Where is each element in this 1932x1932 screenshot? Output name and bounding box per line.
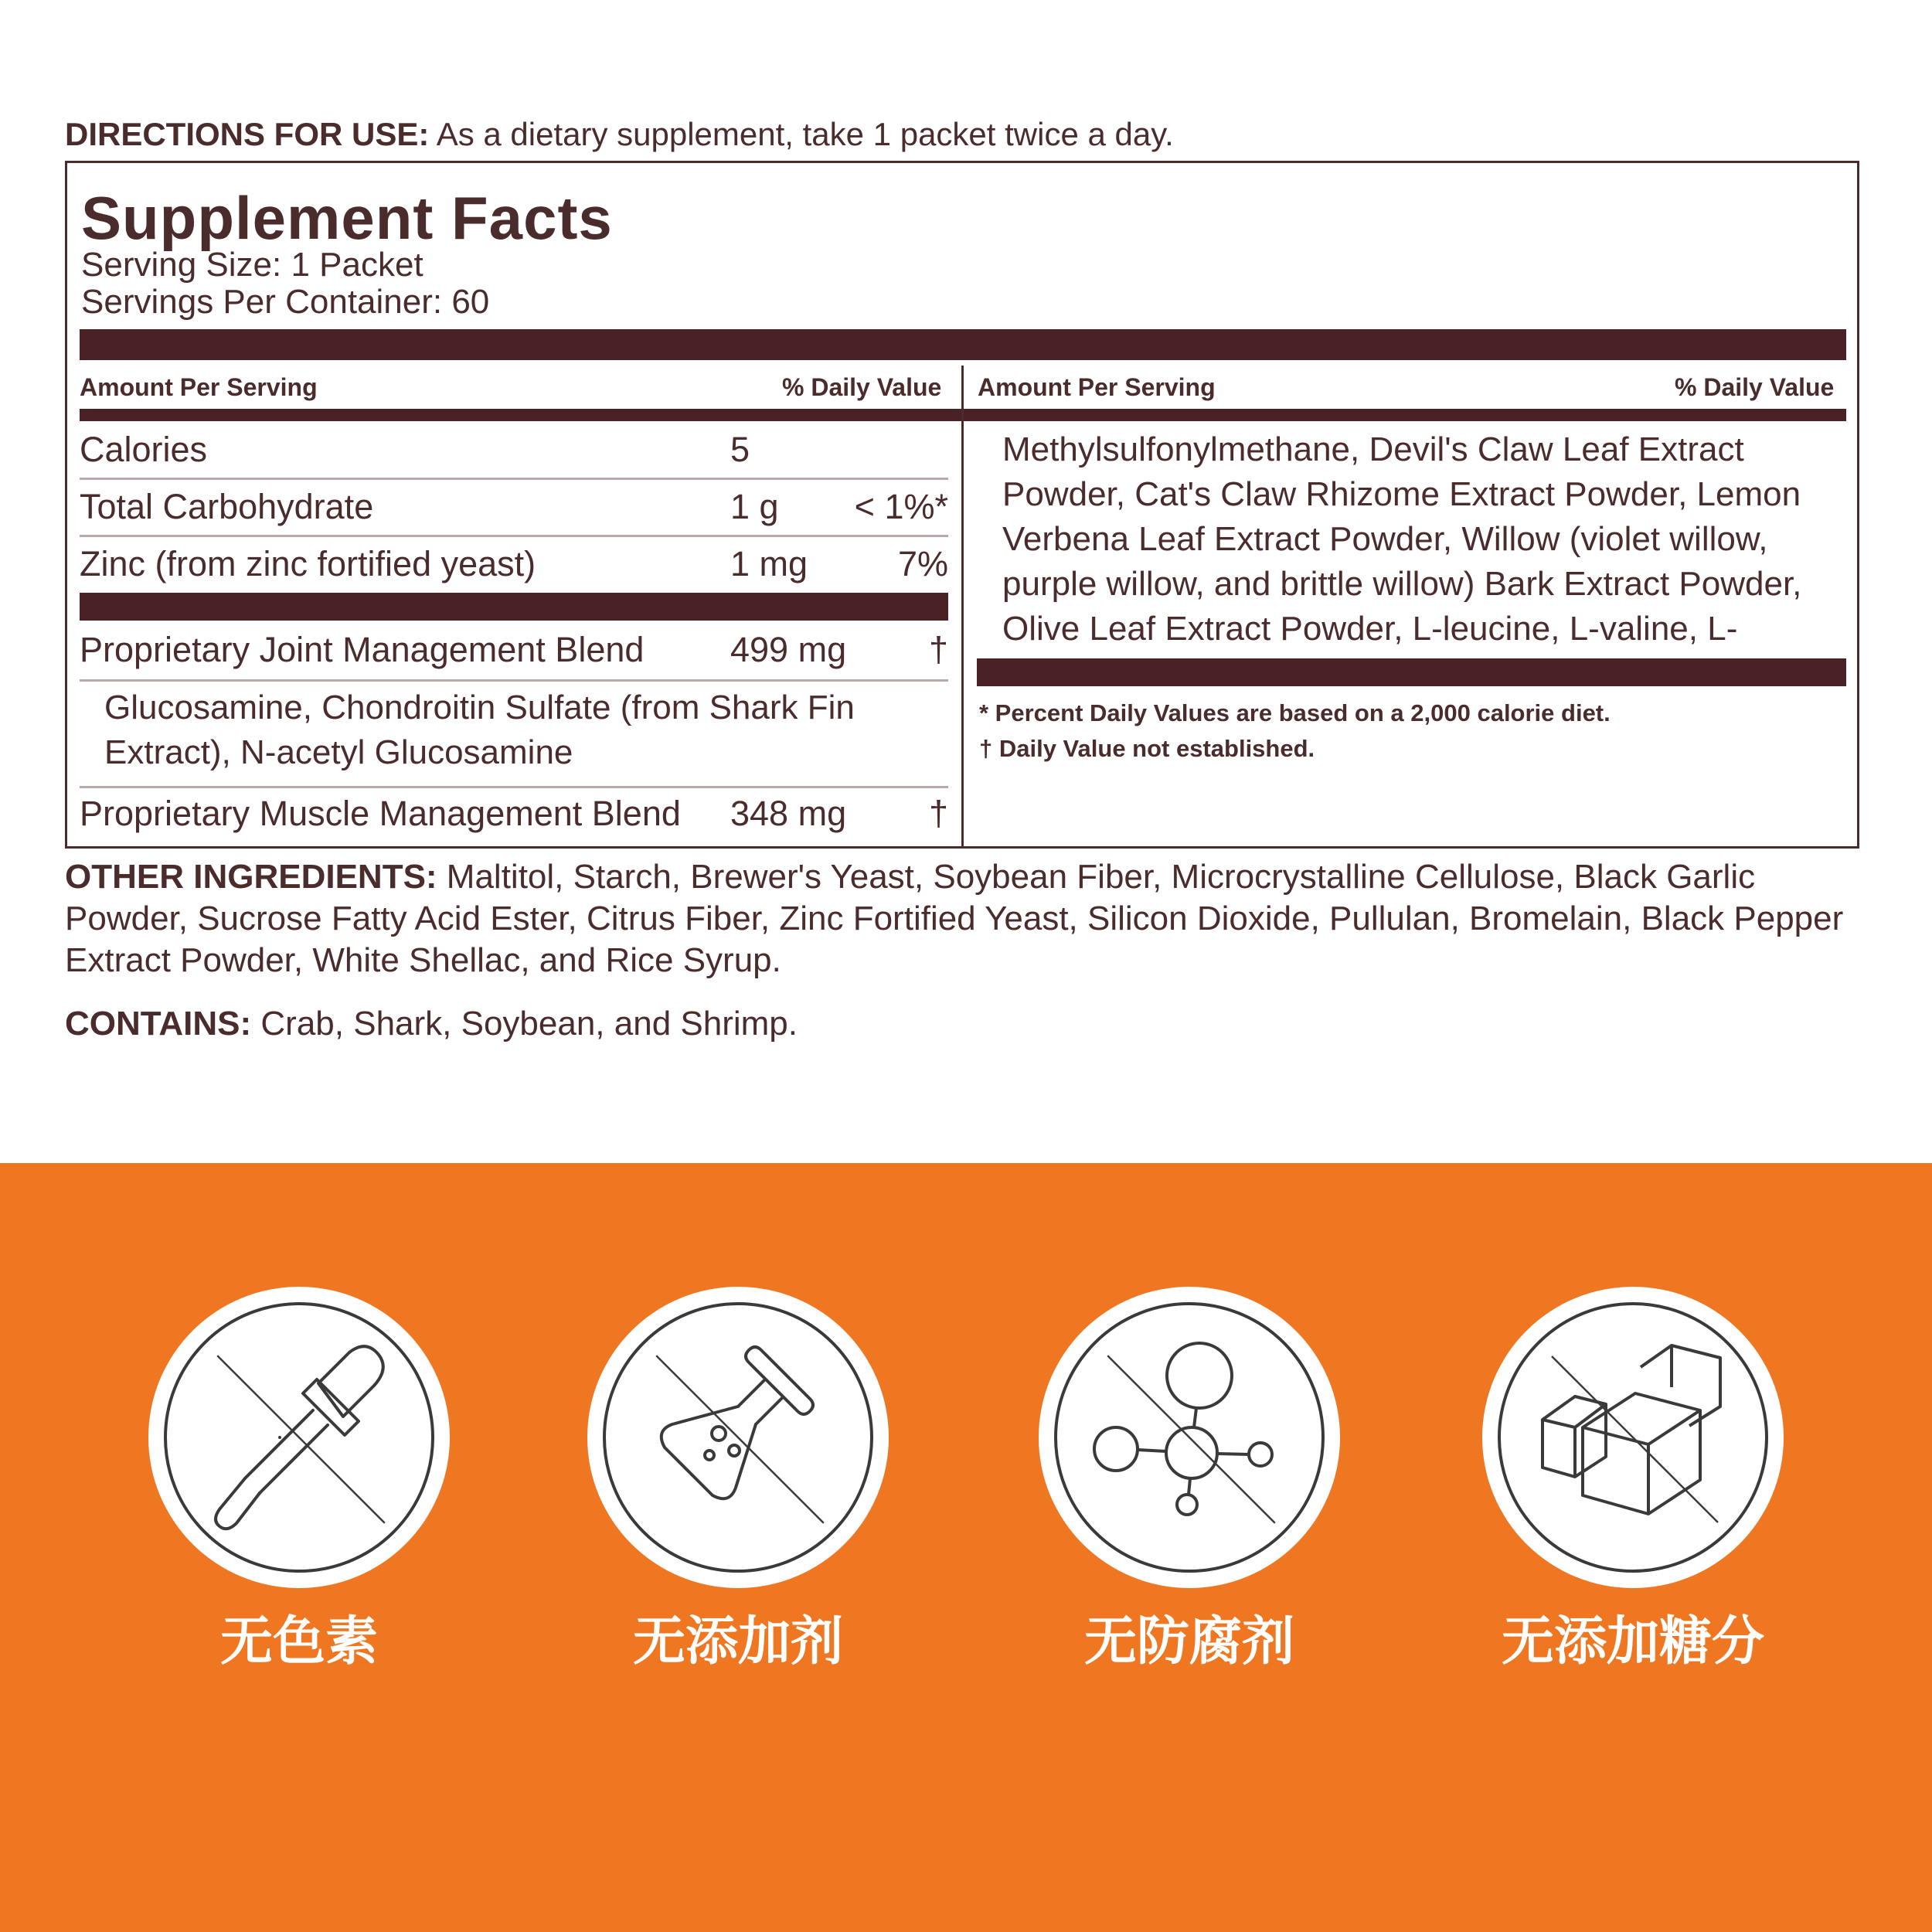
joint-blend-dv: † xyxy=(928,630,948,669)
row-divider xyxy=(80,478,948,480)
joint-blend-ingredients: Glucosamine, Chondroitin Sulfate (from Shark Fin Extract), N-acetyl Glucosamine xyxy=(104,689,855,771)
no-dye-dropper-icon xyxy=(164,1302,434,1573)
badge-no-sugar xyxy=(1482,1287,1784,1588)
right-header-amount: Amount Per Serving xyxy=(978,373,1216,401)
left-header-dv: % Daily Value xyxy=(782,373,942,401)
directions-label: DIRECTIONS FOR USE: xyxy=(65,116,430,152)
left-header-amount: Amount Per Serving xyxy=(80,373,318,401)
right-bottom-divider xyxy=(977,658,1846,686)
servings-per-container: Servings Per Container: 60 xyxy=(81,283,490,321)
badge-label-no-dye: 无色素 xyxy=(219,1611,378,1672)
badge-no-additive xyxy=(587,1287,889,1588)
right-header-dv: % Daily Value xyxy=(1675,373,1835,401)
contains-label: CONTAINS: xyxy=(65,1005,252,1043)
directions-text: As a dietary supplement, take 1 packet twice a day. xyxy=(429,116,1174,152)
serving-size: Serving Size: 1 Packet xyxy=(81,246,423,284)
footnote-daily-values: * Percent Daily Values are based on a 2,000 calorie diet. xyxy=(979,699,1611,726)
contains-text: Crab, Shark, Soybean, and Shrimp. xyxy=(251,1005,798,1043)
footnote-not-established: † Daily Value not established. xyxy=(979,735,1315,762)
nutrient-amount: 5 xyxy=(730,430,750,469)
muscle-blend-dv: † xyxy=(928,794,948,833)
nutrient-amount: 1 g xyxy=(730,487,779,526)
nutrient-amount: 1 mg xyxy=(730,544,808,583)
facts-title: Supplement Facts xyxy=(81,184,613,252)
blend-divider xyxy=(80,593,948,621)
muscle-blend-ingredients: Methylsulfonylmethane, Devil's Claw Leaf Extract Powder, Cat's Claw Rhizome Extract Powder, Lemon Verbena Leaf Extract Powder, Willow (violet willow, purple willow, and brittle willow) Bark Extract Powder, Olive Leaf Extract Powder, L-leucine, L-valine, L- xyxy=(1002,430,1802,648)
row-divider xyxy=(80,786,948,788)
nutrient-name: Zinc (from zinc fortified yeast) xyxy=(80,544,536,583)
badge-label-no-preservative: 无防腐剂 xyxy=(1083,1611,1294,1672)
badge-label-no-additive: 无添加剂 xyxy=(632,1611,843,1672)
badge-label-no-sugar: 无添加糖分 xyxy=(1501,1611,1764,1672)
row-divider xyxy=(80,535,948,537)
no-preservative-molecule-icon xyxy=(1054,1302,1325,1573)
nutrient-dv: 7% xyxy=(897,544,948,583)
joint-blend-name: Proprietary Joint Management Blend xyxy=(80,630,645,669)
joint-blend-amount: 499 mg xyxy=(730,630,847,669)
other-ingredients-text: Maltitol, Starch, Brewer's Yeast, Soybean Fiber, Microcrystalline Cellulose, Black Garlic Powder, Sucrose Fatty Acid Ester, Citrus Fiber, Zinc Fortified Yeast, Silicon Dioxide, Pullulan, Bromelain, Black Pepper Extract Powder, White Shellac, and Rice Syrup. xyxy=(65,858,1844,979)
badge-no-dye xyxy=(148,1287,450,1588)
directions-line xyxy=(65,114,1174,155)
other-ingredients xyxy=(65,856,1858,981)
column-divider xyxy=(961,366,964,849)
serving-info xyxy=(81,247,489,321)
nutrient-name: Total Carbohydrate xyxy=(80,487,374,526)
muscle-blend-amount: 348 mg xyxy=(730,794,847,833)
badge-no-preservative xyxy=(1039,1287,1340,1588)
nutrient-dv: < 1%* xyxy=(854,487,948,526)
row-divider xyxy=(80,679,948,682)
muscle-blend-name: Proprietary Muscle Management Blend xyxy=(80,794,681,833)
thick-divider xyxy=(80,329,1846,360)
supplement-facts-panel xyxy=(65,161,1859,849)
no-additive-flask-icon xyxy=(603,1302,873,1573)
no-sugar-cube-icon xyxy=(1498,1302,1768,1573)
allergens xyxy=(65,1003,798,1045)
other-ingredients-label: OTHER INGREDIENTS: xyxy=(65,858,437,896)
nutrient-name: Calories xyxy=(80,430,208,469)
